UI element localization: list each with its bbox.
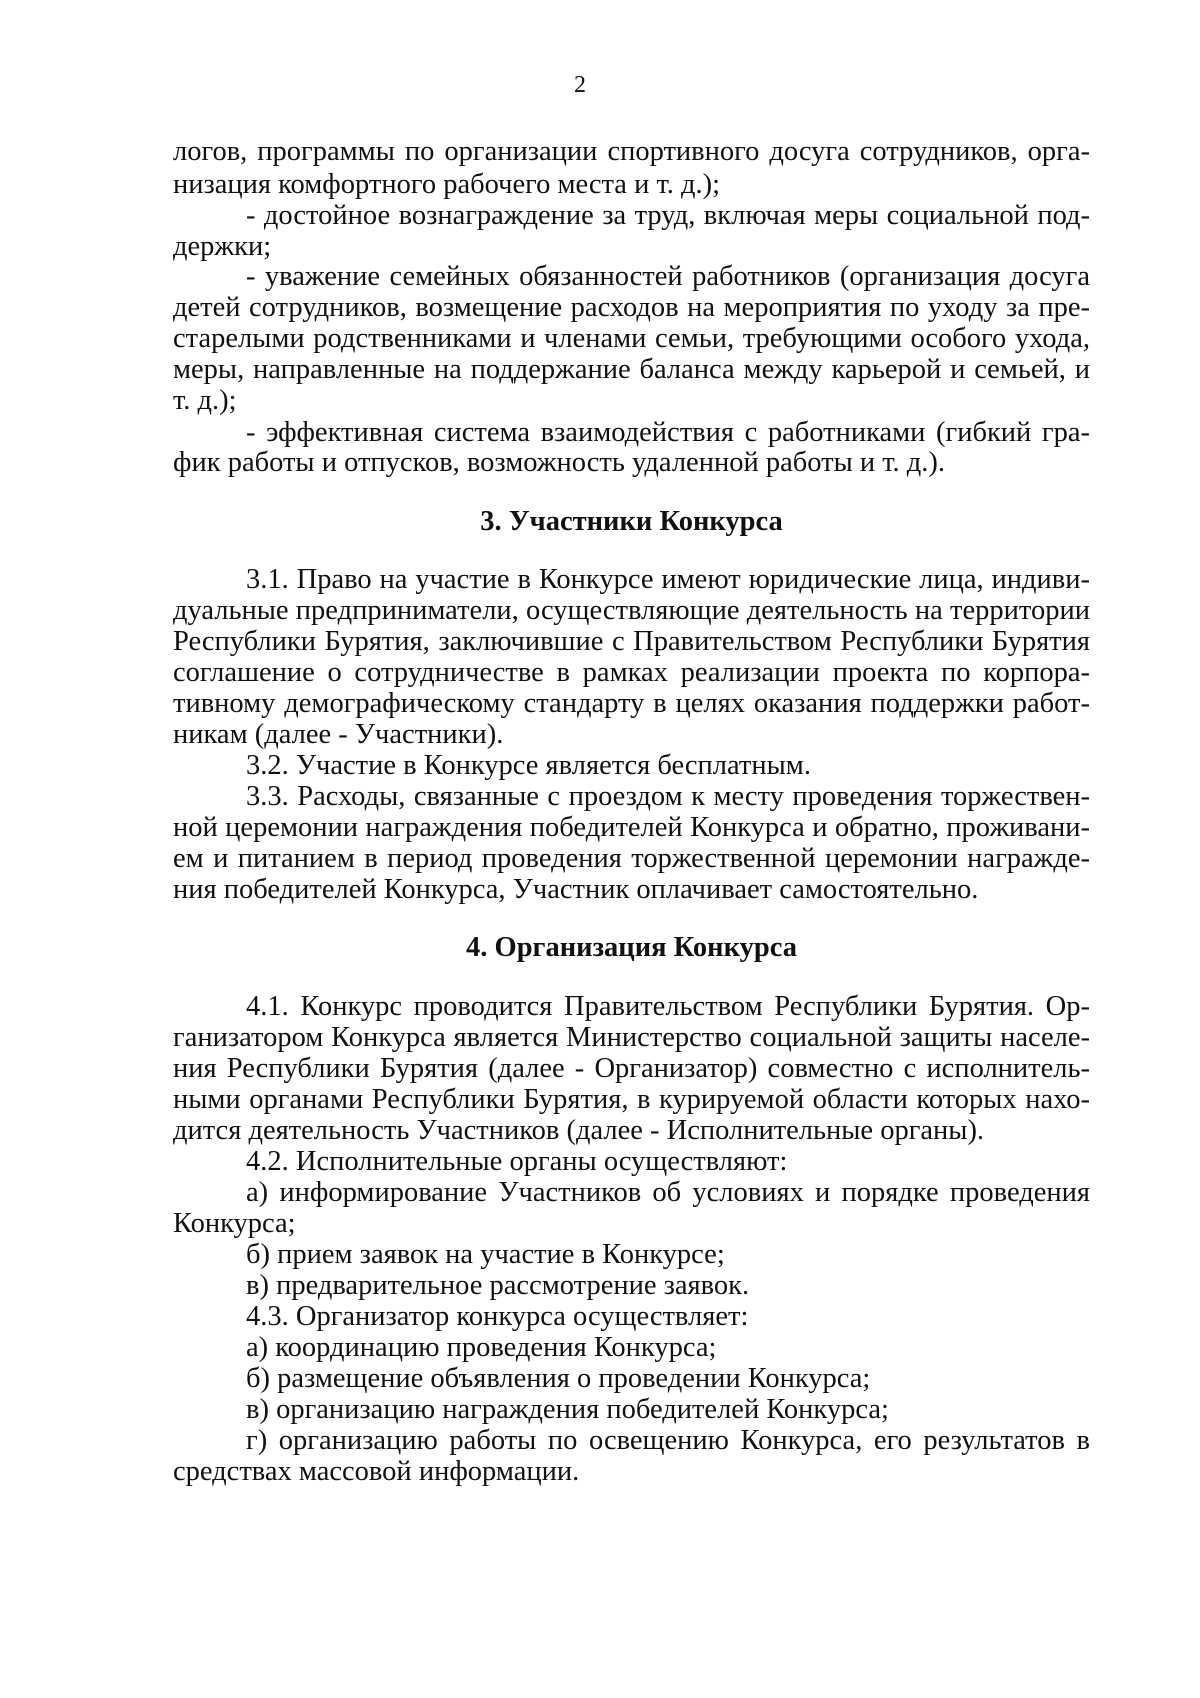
text-line: дуальные предприниматели, осуществляющие деятельность на территории xyxy=(173,595,1090,626)
text-line: 4.2. Исполнительные органы осуществляют: xyxy=(246,1146,788,1177)
text-line: никам (далее - Участники). xyxy=(173,719,504,750)
text-line: г) организацию работы по освещению Конкурса, его результатов в xyxy=(246,1425,1090,1456)
text-line: детей сотрудников, возмещение расходов на мероприятия по уходу за пре- xyxy=(173,292,1090,323)
text-line: ем и питанием в период проведения торжественной церемонии награжде- xyxy=(173,843,1090,874)
text-line: ния Республики Бурятия (далее - Организатор) совместно с исполнитель- xyxy=(173,1053,1090,1084)
text-line: логов, программы по организации спортивного досуга сотрудников, орга- xyxy=(173,136,1090,167)
text-line: ными органами Республики Бурятия, в курируемой области которых нахо- xyxy=(173,1084,1090,1115)
text-line: - эффективная система взаимодействия с работниками (гибкий гра- xyxy=(246,417,1090,448)
text-line: дится деятельность Участников (далее - Исполнительные органы). xyxy=(173,1115,985,1146)
text-line: низация комфортного рабочего места и т. д.); xyxy=(173,169,721,200)
section-heading: 4. Организация Конкурса xyxy=(466,932,797,963)
text-line: - достойное вознаграждение за труд, включая меры социальной под- xyxy=(246,200,1090,231)
text-line: - уважение семейных обязанностей работников (организация досуга xyxy=(246,261,1090,292)
text-line: средствах массовой информации. xyxy=(173,1456,580,1487)
section-heading: 3. Участники Конкурса xyxy=(480,506,783,537)
text-line: ния победителей Конкурса, Участник оплачивает самостоятельно. xyxy=(173,874,979,905)
text-line: а) координацию проведения Конкурса; xyxy=(246,1332,717,1363)
text-line: ной церемонии награждения победителей Конкурса и обратно, проживани- xyxy=(173,812,1090,843)
text-line: тивному демографическому стандарту в целях оказания поддержки работ- xyxy=(173,688,1090,719)
text-line: фик работы и отпусков, возможность удаленной работы и т. д.). xyxy=(173,447,946,478)
text-line: ганизатором Конкурса является Министерство социальной защиты населе- xyxy=(173,1022,1090,1053)
text-line: 4.1. Конкурс проводится Правительством Республики Бурятия. Ор- xyxy=(246,991,1090,1022)
text-line: 4.3. Организатор конкурса осуществляет: xyxy=(246,1301,749,1332)
text-line: соглашение о сотрудничестве в рамках реализации проекта по корпора- xyxy=(173,657,1090,688)
text-line: старелыми родственниками и членами семьи, требующими особого ухода, xyxy=(173,323,1090,354)
text-line: в) предварительное рассмотрение заявок. xyxy=(246,1270,750,1301)
text-line: б) прием заявок на участие в Конкурсе; xyxy=(246,1239,725,1270)
text-line: 3.3. Расходы, связанные с проездом к месту проведения торжествен- xyxy=(246,781,1090,812)
text-line: т. д.); xyxy=(173,385,237,416)
text-line: меры, направленные на поддержание баланса между карьерой и семьей, и xyxy=(173,354,1090,385)
text-line: Конкурса; xyxy=(173,1208,296,1239)
text-line: держки; xyxy=(173,231,272,262)
text-line: а) информирование Участников об условиях и порядке проведения xyxy=(246,1177,1090,1208)
text-line: 3.2. Участие в Конкурсе является бесплатным. xyxy=(246,750,811,781)
text-line: б) размещение объявления о проведении Конкурса; xyxy=(246,1363,871,1394)
page-number: 2 xyxy=(574,72,586,98)
text-line: Республики Бурятия, заключившие с Правительством Республики Бурятия xyxy=(173,626,1090,657)
text-line: 3.1. Право на участие в Конкурсе имеют юридические лица, индиви- xyxy=(246,564,1090,595)
text-line: в) организацию награждения победителей Конкурса; xyxy=(246,1394,889,1425)
